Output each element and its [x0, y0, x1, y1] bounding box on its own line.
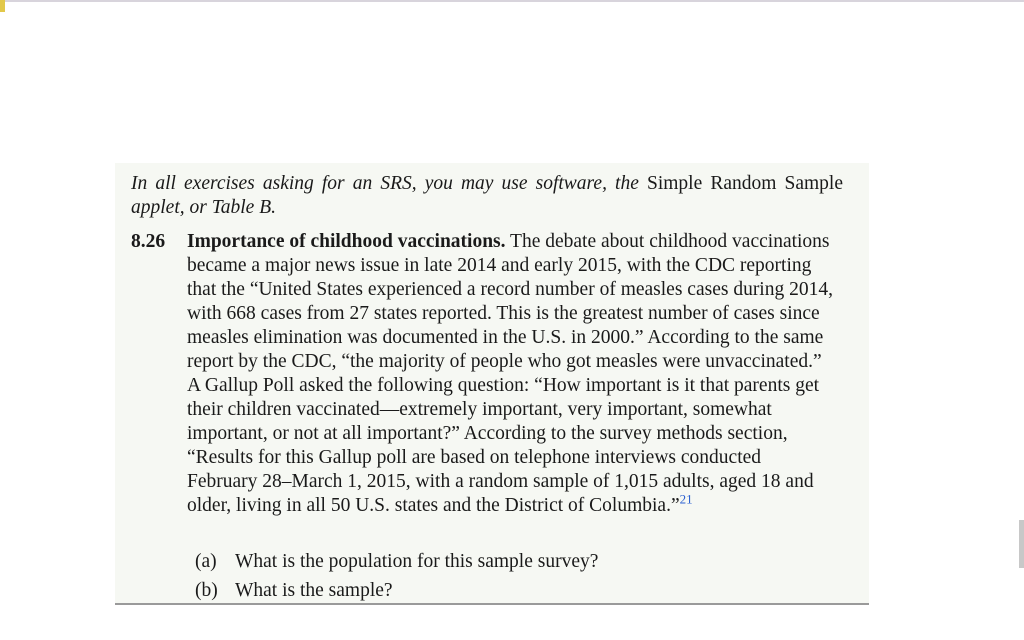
- textbook-page: [115, 163, 869, 605]
- part-a-question: What is the population for this sample survey?: [235, 551, 599, 572]
- footnote-link[interactable]: 21: [679, 491, 693, 507]
- instruction-applet-name: Simple Random Sample: [646, 173, 844, 194]
- exercise-title: Importance of childhood vaccinations.: [187, 231, 506, 252]
- exercise-body: The debate about childhood vaccinations became a major news issue in late 2014 and early 2015, with the CDC reporting that the “United States experienced a record number of measles cases during 2014, with 668 cases from 27 states reported. This is the greatest number of cases since measles elimination was documented in the U.S. in 2000.” According to the same report by the CDC, “the majority of people who got measles were unvaccinated.” A Gallup Poll asked the following question: “How important is it that parents get their children vaccinated—extremely important, very important, somewhat important, or not at all important?” According to the survey methods section, “Results for this Gallup poll are based on telephone interviews conducted February 28–March 1, 2015, with a random sample of 1,015 adults, aged 18 and older, living in all 50 U.S. states and the District of Columbia.”: [187, 231, 833, 516]
- window-top-border: [0, 0, 1024, 2]
- part-a-label: (a): [195, 551, 217, 572]
- srs-instruction: [131, 172, 843, 220]
- instruction-italic-lead: In all exercises asking for an SRS, you may use software, the: [131, 173, 639, 194]
- page-bottom-rule: [115, 603, 869, 605]
- part-b: [195, 579, 393, 603]
- exercise-text: [187, 230, 833, 518]
- exercise-number: 8.26: [131, 231, 166, 252]
- corner-marker: [0, 0, 5, 12]
- part-a: [195, 550, 598, 574]
- scrollbar-edge[interactable]: [1019, 520, 1024, 568]
- part-b-question: What is the sample?: [235, 580, 393, 601]
- instruction-italic-tail: applet, or Table B.: [131, 197, 276, 218]
- part-b-label: (b): [195, 580, 218, 601]
